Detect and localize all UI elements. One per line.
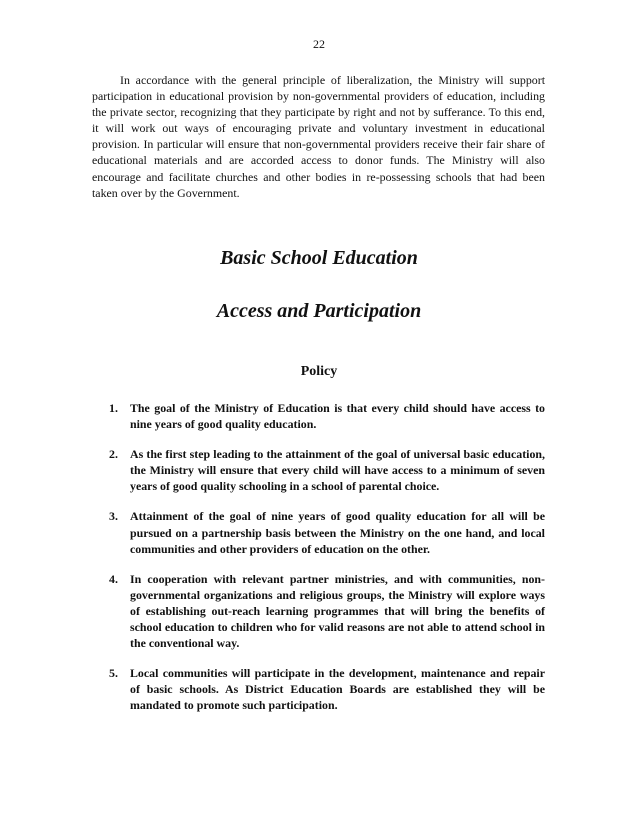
intro-paragraph: In accordance with the general principle of liberalization, the Ministry will support participation in educational provision by non-governmental providers of education, including the private sector, recognizing that they participate by right and not by sufferance. To this end, it will work out ways of encouraging private and voluntary investment in educational provision. In particular will ensure that non-governmental providers receive their fair share of educational materials and are accorded access to donor funds. The Ministry will also encourage and facilitate churches and other bodies in re-possessing schools that had been taken over by the Government. xyxy=(92,73,545,200)
policy-number: 1. xyxy=(109,401,118,415)
section-subtitle: Access and Participation xyxy=(216,300,422,322)
policy-text: As the first step leading to the attainment of the goal of universal basic education, the Ministry will ensure that every child will have access to a minimum of seven years of good quality schooling in a school of parental choice. xyxy=(130,447,545,494)
policy-text: Attainment of the goal of nine years of good quality education for all will be pursued on a partnership basis between the Ministry on the one hand, and local communities and other providers of education on the other. xyxy=(130,509,545,556)
policy-number: 5. xyxy=(109,666,118,681)
policy-text: The goal of the Ministry of Education is that every child should have access to nine years of good quality education. xyxy=(130,401,545,432)
policy-heading: Policy xyxy=(300,364,338,379)
section-title: Basic School Education xyxy=(220,247,418,269)
policy-number: 3. xyxy=(109,509,118,524)
policy-number: 2. xyxy=(109,447,118,462)
policy-text: In cooperation with relevant partner ministries, and with communities, non-governmental organizations and religious groups, the Ministry will explore ways of establishing out-reach learning programmes that will bring the benefits of school education to children who for valid reasons are not able to attend school in the conventional way. xyxy=(130,571,545,651)
policy-text: Local communities will participate in the development, maintenance and repair of basic schools. As District Education Boards are established they will be mandated to promote such participation. xyxy=(130,666,545,713)
policy-list xyxy=(109,400,545,728)
policy-item-5 xyxy=(109,665,545,713)
policy-item-3 xyxy=(109,508,545,556)
policy-item-2 xyxy=(109,446,545,494)
policy-number: 4. xyxy=(109,571,118,586)
policy-item-4 xyxy=(109,571,545,651)
page-number: 22 xyxy=(313,37,325,51)
policy-item-1 xyxy=(109,400,545,432)
